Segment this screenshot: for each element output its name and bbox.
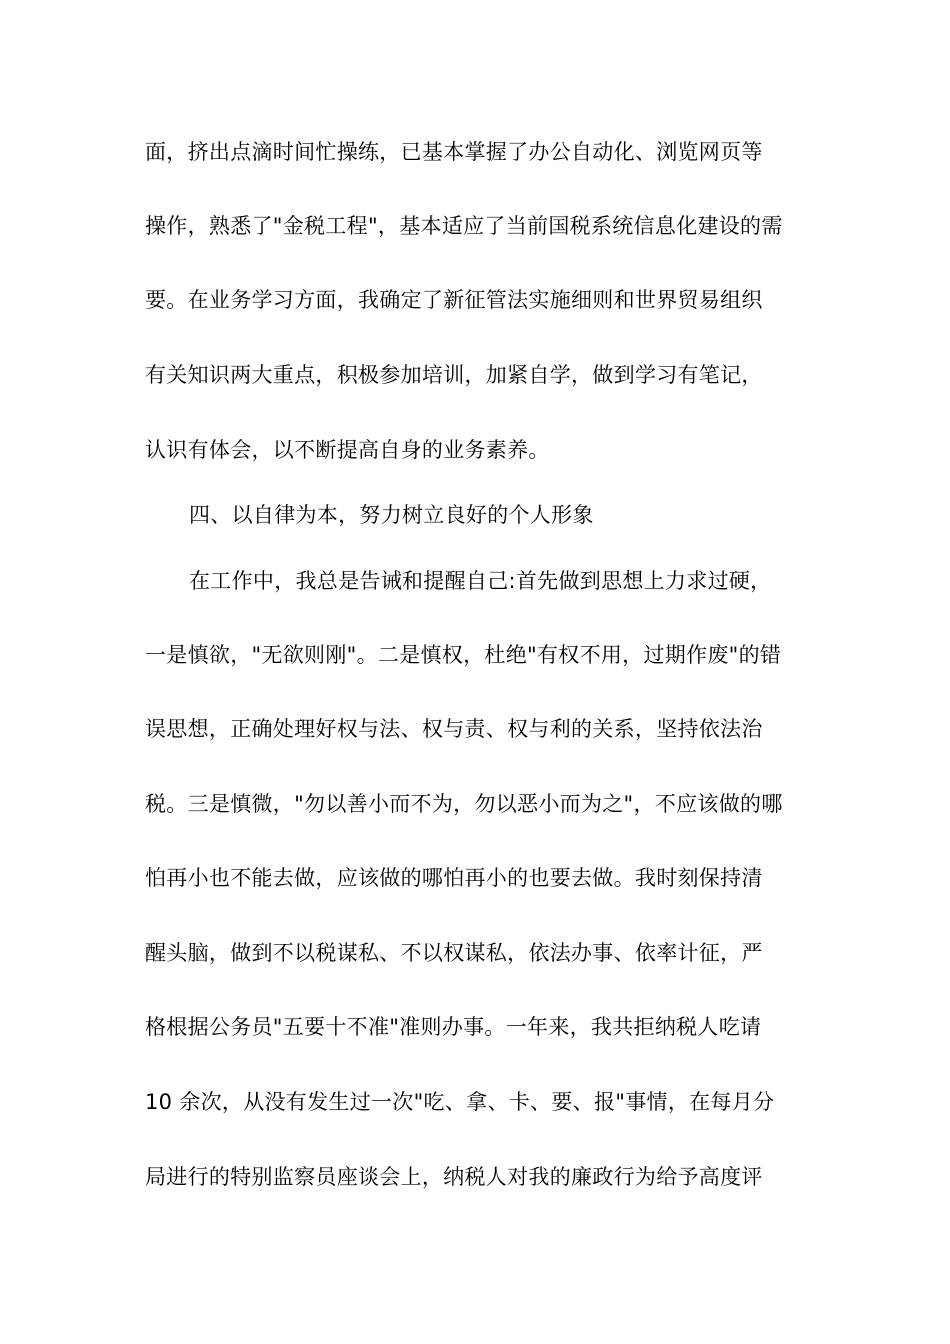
paragraph-line-10: 税。三是慎微，"勿以善小而不为，勿以恶小而为之"，不应该做的哪 — [145, 792, 783, 816]
paragraph-line-11: 怕再小也不能去做，应该做的哪怕再小的也要去做。我时刻保持清 — [145, 866, 763, 890]
section-heading: 四、以自律为本，努力树立良好的个人形象 — [189, 503, 594, 527]
paragraph-line-12: 醒头脑，做到不以税谋私、不以权谋私，依法办事、依率计征，严 — [145, 941, 763, 965]
paragraph-line-1: 面，挤出点滴时间忙操练，已基本掌握了办公自动化、浏览网页等 — [145, 140, 763, 164]
paragraph-line-8: 一是慎欲，"无欲则刚"。二是慎权，杜绝"有权不用，过期作废"的错 — [145, 643, 782, 667]
paragraph-line-4: 有关知识两大重点，积极参加培训，加紧自学，做到学习有笔记， — [145, 363, 763, 387]
paragraph-line-2: 操作，熟悉了"金税工程"，基本适应了当前国税系统信息化建设的需 — [145, 214, 783, 238]
paragraph-line-14: 10 余次，从没有发生过一次"吃、拿、卡、要、报"事情，在每月分 — [145, 1090, 775, 1114]
paragraph-line-9: 误思想，正确处理好权与法、权与责、权与利的关系，坚持依法治 — [145, 717, 763, 741]
paragraph-line-3: 要。在业务学习方面，我确定了新征管法实施细则和世界贸易组织 — [145, 288, 763, 312]
paragraph-line-7: 在工作中，我总是告诫和提醒自己:首先做到思想上力求过硬， — [189, 569, 772, 593]
paragraph-line-13: 格根据公务员"五要十不准"准则办事。一年来，我共拒纳税人吃请 — [145, 1015, 762, 1039]
paragraph-line-15: 局进行的特别监察员座谈会上，纳税人对我的廉政行为给予高度评 — [145, 1165, 763, 1189]
paragraph-line-5: 认识有体会，以不断提高自身的业务素养。 — [145, 438, 550, 462]
